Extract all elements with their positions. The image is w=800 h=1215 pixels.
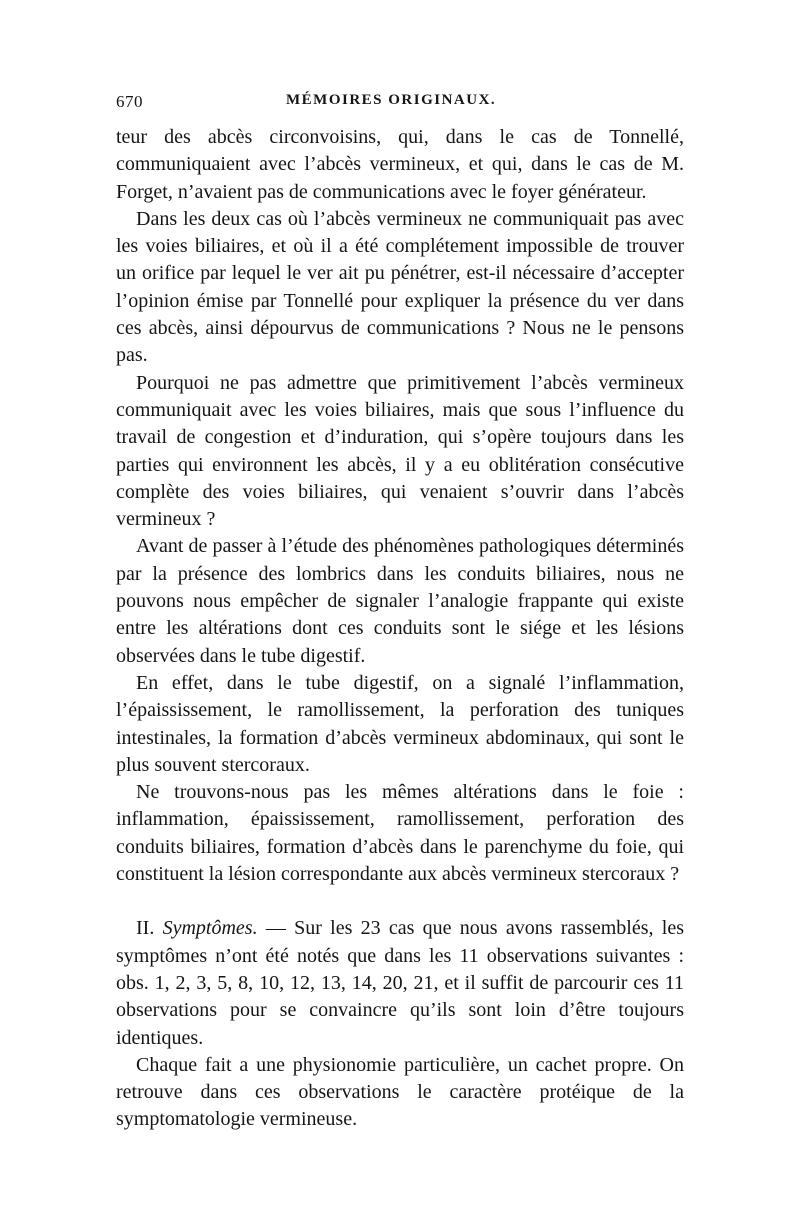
paragraph: Chaque fait a une physionomie particulière, un cachet propre. On retrouve dans ces observations le caractère protéique de la symptomatologie vermineuse. bbox=[116, 1053, 684, 1131]
paragraph: En effet, dans le tube digestif, on a signalé l’inflammation, l’épaississement, le ramollissement, la perforation des tuniques intestinales, la formation d’abcès vermineux abdominaux, qui sont le plus souvent stercoraux. bbox=[116, 671, 684, 776]
paragraph: Avant de passer à l’étude des phénomènes pathologiques déterminés par la présence des lombrics dans les conduits biliaires, nous ne pouvons nous empêcher de signaler l’analogie frappante qui existe entre les altérations dont ces conduits sont le siége et les lésions observées dans le tube digestif. bbox=[116, 535, 684, 667]
body-text bbox=[116, 124, 684, 1134]
paragraph: Ne trouvons-nous pas les mêmes altérations dans le foie : inflammation, épaississement, ramollissement, perforation des conduits biliaires, formation d’abcès dans le parenchyme du foie, qui constituent la lésion correspondante aux abcès vermineux stercoraux ? bbox=[116, 781, 684, 886]
running-head: MÉMOIRES ORIGINAUX. bbox=[286, 92, 497, 108]
paragraph-continued: teur des abcès circonvoisins, qui, dans le cas de Tonnellé, communiquaient avec l’abcès vermineux, et qui, dans le cas de M. Forget, n’avaient pas de communications avec le foyer générateur. bbox=[116, 126, 684, 203]
section-title: Symptômes. bbox=[162, 917, 258, 940]
section-paragraph bbox=[116, 915, 684, 1051]
page-header bbox=[116, 92, 684, 122]
paragraph: Pourquoi ne pas admettre que primitivement l’abcès vermineux communiquait avec les voies biliaires, mais que sous l’influence du travail de congestion et d’induration, qui s’opère toujours dans les parties qui environnent les abcès, il y a eu oblitération consécutive complète des voies biliaires, qui venaient s’ouvrir dans l’abcès vermineux ? bbox=[116, 371, 684, 531]
paragraph: Dans les deux cas où l’abcès vermineux ne communiquait pas avec les voies biliaires, et où il a été complétement impossible de trouver un orifice par lequel le ver ait pu pénétrer, est-il nécessaire d’accepter l’opinion émise par Tonnellé pour expliquer la présence du ver dans ces abcès, ainsi dépourvus de communications ? Nous ne le pensons pas. bbox=[116, 207, 684, 367]
section-number: II. bbox=[136, 917, 155, 940]
book-page bbox=[116, 92, 684, 1134]
page-number: 670 bbox=[116, 92, 143, 111]
section-text: — Sur les 23 cas que nous avons rassemblés, les symptômes n’ont été notés que dans les 11 observations suivantes : obs. 1, 2, 3, 5, 8, 10, 12, 13, 14, 20, 21, et il suffit de parcourir ces 11 observations pour se convaincre qu’ils sont loin d’être toujours identiques. bbox=[116, 917, 685, 1049]
